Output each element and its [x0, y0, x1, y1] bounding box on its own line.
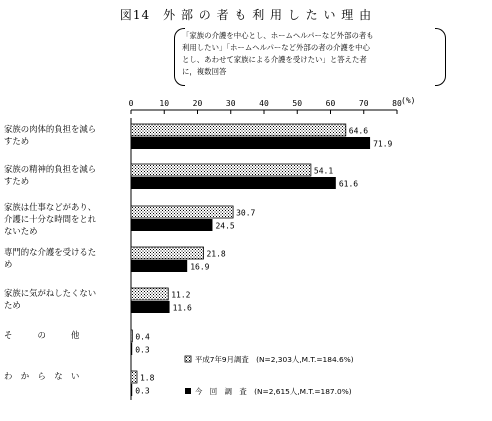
- data-label-prev: 11.2: [171, 290, 191, 300]
- data-label-prev: 64.6: [348, 126, 369, 136]
- data-label-prev: 0.4: [135, 332, 150, 342]
- legend-swatch-current: [185, 388, 191, 394]
- bar-current-survey: [131, 260, 187, 272]
- bar-current-survey: [131, 343, 132, 355]
- data-label-current: 0.3: [135, 345, 150, 355]
- legend-swatch-prev: [185, 356, 191, 362]
- note-line: に，複数回答: [182, 67, 227, 76]
- category-label: 家族の精神的負担を減ら: [4, 164, 97, 174]
- x-tick-label: 80: [392, 99, 402, 108]
- data-label-current: 24.5: [215, 221, 235, 231]
- x-tick-label: 10: [159, 99, 170, 108]
- category-label: め: [4, 259, 13, 269]
- bar-prev-survey: [131, 164, 311, 176]
- legend-label-prev: 平成7年9月調査 (N=2,303人,M.T.=184.6%): [195, 355, 354, 364]
- x-tick-label: 30: [225, 99, 236, 108]
- category-label: 家族に気がねしたくない: [4, 288, 97, 298]
- data-label-current: 0.3: [135, 386, 150, 396]
- data-label-prev: 30.7: [236, 208, 256, 218]
- category-label: ないため: [4, 226, 38, 236]
- data-label-prev: 1.8: [139, 373, 155, 383]
- category-label: そ の 他: [4, 330, 80, 340]
- category-label: すため: [4, 176, 30, 186]
- x-unit-label: (%): [401, 96, 416, 105]
- category-label: 介護に十分な時間をとれ: [4, 214, 97, 224]
- note-line: 「家族の介護を中心とし、ホームヘルパーなど外部の者も: [182, 31, 374, 40]
- data-label-current: 16.9: [190, 262, 210, 272]
- category-label: 家族の肉体的負担を減ら: [4, 124, 97, 134]
- x-tick-label: 70: [358, 99, 369, 108]
- bar-prev-survey: [131, 371, 137, 383]
- chart-title: 図14 外 部 の 者 も 利 用 し た い 理 由: [119, 8, 373, 22]
- note-line: 利用したい」「ホームヘルパーなど外部の者の介護を中心: [182, 43, 370, 52]
- category-label: 専門的な介護を受けるた: [4, 247, 97, 257]
- bar-prev-survey: [131, 124, 346, 136]
- data-label-current: 61.6: [338, 179, 359, 189]
- bar-prev-survey: [131, 206, 233, 218]
- category-label: ため: [4, 300, 21, 310]
- data-label-current: 11.6: [172, 303, 192, 313]
- bar-prev-survey: [131, 330, 132, 342]
- data-label-prev: 54.1: [313, 166, 334, 176]
- x-tick-label: 50: [292, 99, 303, 108]
- data-label-current: 71.9: [373, 139, 393, 149]
- x-tick-label: 40: [259, 99, 269, 108]
- x-tick-label: 20: [192, 99, 203, 108]
- legend-label-current: 今 回 調 査 (N=2,615人,M.T.=187.0%): [195, 387, 352, 396]
- x-tick-label: 60: [325, 99, 336, 108]
- bar-current-survey: [131, 177, 336, 189]
- x-tick-label: 0: [128, 99, 134, 108]
- category-label: 家族は仕事などがあり、: [4, 202, 97, 212]
- bar-current-survey: [131, 301, 170, 313]
- category-label: すため: [4, 136, 30, 146]
- category-label: わ か ら な い: [4, 371, 80, 381]
- bar-prev-survey: [131, 288, 168, 300]
- data-label-prev: 21.8: [206, 249, 226, 259]
- bar-current-survey: [131, 137, 370, 149]
- bar-current-survey: [131, 384, 132, 396]
- note-line: とし、あわせて家族による介護を受けたい」と答えた者: [182, 55, 367, 64]
- bar-current-survey: [131, 219, 212, 231]
- bar-prev-survey: [131, 247, 203, 259]
